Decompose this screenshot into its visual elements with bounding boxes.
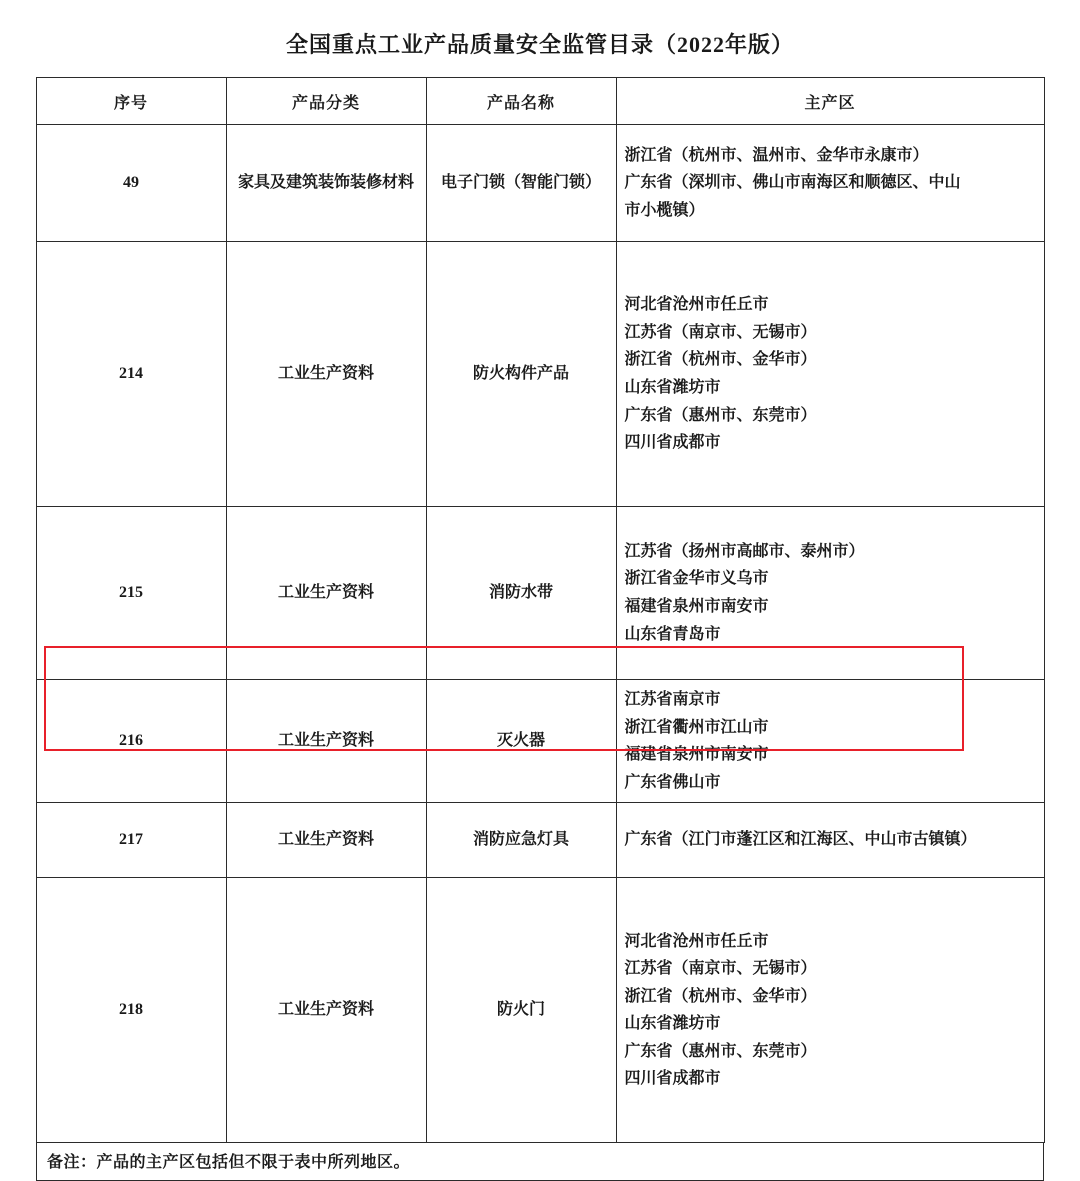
area-line: 河北省沧州市任丘市: [624, 932, 769, 950]
cell-seq: 218: [36, 878, 226, 1143]
table-header-row: [36, 78, 1044, 125]
table-row: [36, 242, 1044, 507]
area-line: 广东省（江门市蓬江区和江海区、中山市古镇镇）: [624, 831, 977, 849]
cell-seq: 217: [36, 803, 226, 878]
cell-product-name: 灭火器: [426, 680, 616, 803]
area-line: 浙江省（杭州市、金华市）: [624, 351, 817, 369]
cell-product-name: 消防应急灯具: [426, 803, 616, 878]
area-line: 广东省（深圳市、佛山市南海区和顺德区、中山: [624, 174, 961, 192]
column-header-name: 产品名称: [426, 78, 616, 125]
cell-category: 工业生产资料: [226, 803, 426, 878]
cell-main-area: [616, 878, 1044, 1143]
area-line: 浙江省衢州市江山市: [624, 718, 769, 736]
table-footnote: 备注：产品的主产区包括但不限于表中所列地区。: [36, 1143, 1044, 1181]
table-row: [36, 125, 1044, 242]
area-line: 山东省潍坊市: [624, 379, 721, 396]
area-line: 福建省泉州市南安市: [624, 746, 769, 764]
cell-product-name: 防火构件产品: [426, 242, 616, 507]
area-line: 江苏省南京市: [624, 691, 721, 708]
cell-main-area: [616, 242, 1044, 507]
column-header-seq: 序号: [36, 78, 226, 125]
table-row-highlighted: [36, 680, 1044, 803]
area-line: 四川省成都市: [624, 434, 721, 452]
area-line: 广东省佛山市: [624, 773, 721, 791]
area-line: 浙江省（杭州市、金华市）: [624, 987, 817, 1005]
table-row: [36, 803, 1044, 878]
table-row: [36, 507, 1044, 680]
area-line: 四川省成都市: [624, 1070, 721, 1088]
area-line: 山东省潍坊市: [624, 1015, 721, 1033]
cell-product-name: 消防水带: [426, 507, 616, 680]
cell-category: 工业生产资料: [226, 242, 426, 507]
cell-main-area: [616, 803, 1044, 878]
column-header-category: 产品分类: [226, 78, 426, 125]
area-line: 江苏省（扬州市高邮市、泰州市）: [624, 542, 865, 560]
column-header-area: 主产区: [616, 78, 1044, 125]
catalog-table: [36, 77, 1045, 1143]
cell-main-area: [616, 507, 1044, 680]
table-row: [36, 878, 1044, 1143]
page-title: 全国重点工业产品质量安全监管目录（2022年版）: [285, 32, 794, 57]
area-line: 浙江省金华市义乌市: [624, 570, 769, 588]
area-line: 河北省沧州市任丘市: [624, 296, 769, 314]
cell-category: 工业生产资料: [226, 878, 426, 1143]
cell-main-area: [616, 680, 1044, 803]
cell-category: 家具及建筑装饰装修材料: [226, 125, 426, 242]
area-line: 江苏省（南京市、无锡市）: [624, 960, 817, 978]
cell-product-name: 电子门锁（智能门锁）: [426, 125, 616, 242]
cell-seq: 216: [36, 680, 226, 803]
cell-category: 工业生产资料: [226, 680, 426, 803]
cell-category: 工业生产资料: [226, 507, 426, 680]
cell-seq: 214: [36, 242, 226, 507]
area-line: 广东省（惠州市、东莞市）: [624, 1042, 817, 1060]
area-line: 山东省青岛市: [624, 625, 721, 643]
cell-product-name: 防火门: [426, 878, 616, 1143]
area-line: 广东省（惠州市、东莞市）: [624, 406, 817, 424]
area-line: 福建省泉州市南安市: [624, 598, 769, 615]
cell-seq: 215: [36, 507, 226, 680]
area-line: 浙江省（杭州市、温州市、金华市永康市）: [624, 146, 929, 164]
cell-seq: 49: [36, 125, 226, 242]
area-line: 江苏省（南京市、无锡市）: [624, 323, 817, 341]
area-line: 市小榄镇）: [624, 201, 705, 219]
cell-main-area: [616, 125, 1044, 242]
